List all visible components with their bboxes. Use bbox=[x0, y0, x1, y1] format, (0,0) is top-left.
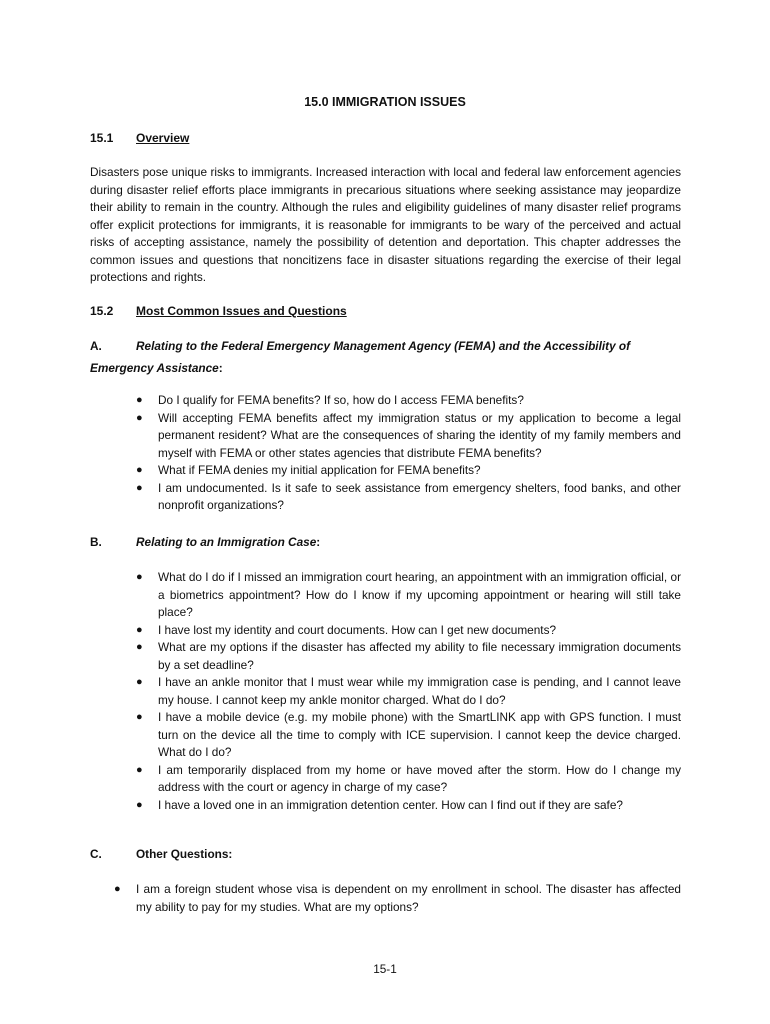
bullet-icon: ● bbox=[136, 623, 143, 636]
list-item: ● What do I do if I missed an immigration court hearing, an appointment with an immigration official, or a biometrics appointment? How do I know if my upcoming appointment or hearing will still take place? bbox=[136, 570, 681, 619]
bullet-icon: ● bbox=[136, 763, 143, 776]
bullet-icon: ● bbox=[136, 798, 143, 811]
list-item: ● Will accepting FEMA benefits affect my immigration status or my application to become a legal permanent resident? What are the consequences of sharing the identity of my family members and myself with FEMA or other states agencies that distribute FEMA benefits? bbox=[136, 410, 681, 460]
subsection-label: Relating to an Immigration Case bbox=[136, 535, 317, 549]
overview-paragraph: Disasters pose unique risks to immigrants. Increased interaction with local and federal law enforcement agencies during disaster relief efforts place immigrants in precarious situations where seeking assistance may jeopardize their ability to remain in the country. Although the rules and eligibility guidelines of many disaster relief programs offer explicit protections for immigrants, it is reasonable for immigrants to be wary of the perceived and actual risks of accepting assistance, namely the possibility of detention and deportation. This chapter addresses the common issues and questions that noncitizens face in disaster situations regarding the exercise of their legal protections and rights. bbox=[90, 165, 681, 284]
list-item: ● What if FEMA denies my initial application for FEMA benefits? bbox=[158, 462, 681, 480]
list-item: ● What are my options if the disaster has affected my ability to file necessary immigration documents by a set deadline? bbox=[136, 640, 681, 672]
section-heading-overview bbox=[90, 131, 189, 145]
page-number: 15-1 bbox=[373, 962, 397, 976]
subsection-a-list bbox=[136, 392, 681, 515]
list-item: ● I have a loved one in an immigration detention center. How can I find out if they are safe? bbox=[158, 797, 681, 815]
subsection-label: Relating to the Federal Emergency Management Agency (FEMA) and the Accessibility of Emergency Assistance bbox=[90, 339, 631, 375]
subsection-letter: B. bbox=[90, 535, 102, 549]
section-label: Most Common Issues and Questions bbox=[136, 304, 347, 318]
list-item: ● I have lost my identity and court documents. How can I get new documents? bbox=[158, 622, 681, 640]
list-item: ● I am temporarily displaced from my home or have moved after the storm. How do I change my address with the court or agency in charge of my case? bbox=[136, 762, 681, 794]
bullet-icon: ● bbox=[136, 411, 143, 424]
bullet-icon: ● bbox=[136, 394, 143, 406]
list-item: ● I am a foreign student whose visa is dependent on my enrollment in school. The disaster has affected my ability to pay for my studies. What are my options? bbox=[114, 882, 681, 914]
subsection-c-list bbox=[114, 881, 681, 916]
bullet-icon: ● bbox=[136, 676, 143, 688]
bullet-icon: ● bbox=[136, 464, 143, 476]
list-item: ● I am undocumented. Is it safe to seek assistance from emergency shelters, food banks, and other nonprofit organizations? bbox=[136, 480, 681, 512]
subsection-a-heading: A. Relating to the Federal Emergency Management Agency (FEMA) and the Accessibility of Emergency Assistance: bbox=[90, 335, 681, 379]
list-item: ● Do I qualify for FEMA benefits? If so, how do I access FEMA benefits? bbox=[158, 392, 681, 410]
subsection-letter: C. bbox=[90, 847, 102, 861]
section-number: 15.2 bbox=[90, 304, 114, 318]
bullet-icon: ● bbox=[136, 711, 143, 723]
chapter-title: 15.0 IMMIGRATION ISSUES bbox=[304, 95, 466, 109]
section-label: Overview bbox=[136, 131, 190, 145]
subsection-label: Other Questions: bbox=[136, 847, 233, 861]
section-number: 15.1 bbox=[90, 131, 114, 145]
subsection-letter: A. bbox=[90, 339, 102, 353]
bullet-icon: ● bbox=[136, 571, 143, 583]
subsection-c-heading bbox=[90, 843, 681, 865]
bullet-icon: ● bbox=[136, 641, 143, 653]
subsection-b-heading: B. Relating to an Immigration Case: bbox=[90, 531, 681, 553]
list-item: ● I have a mobile device (e.g. my mobile phone) with the SmartLINK app with GPS function. I must turn on the device all the time to comply with ICE supervision. I cannot keep the device charged. What do I do? bbox=[136, 710, 681, 759]
section-heading-common-issues bbox=[90, 304, 347, 318]
bullet-icon: ● bbox=[136, 481, 143, 494]
subsection-b-list bbox=[136, 569, 681, 814]
list-item: ● I have an ankle monitor that I must wear while my immigration case is pending, and I cannot leave my house. I cannot keep my ankle monitor charged. What do I do? bbox=[136, 675, 681, 707]
bullet-icon: ● bbox=[114, 883, 121, 895]
